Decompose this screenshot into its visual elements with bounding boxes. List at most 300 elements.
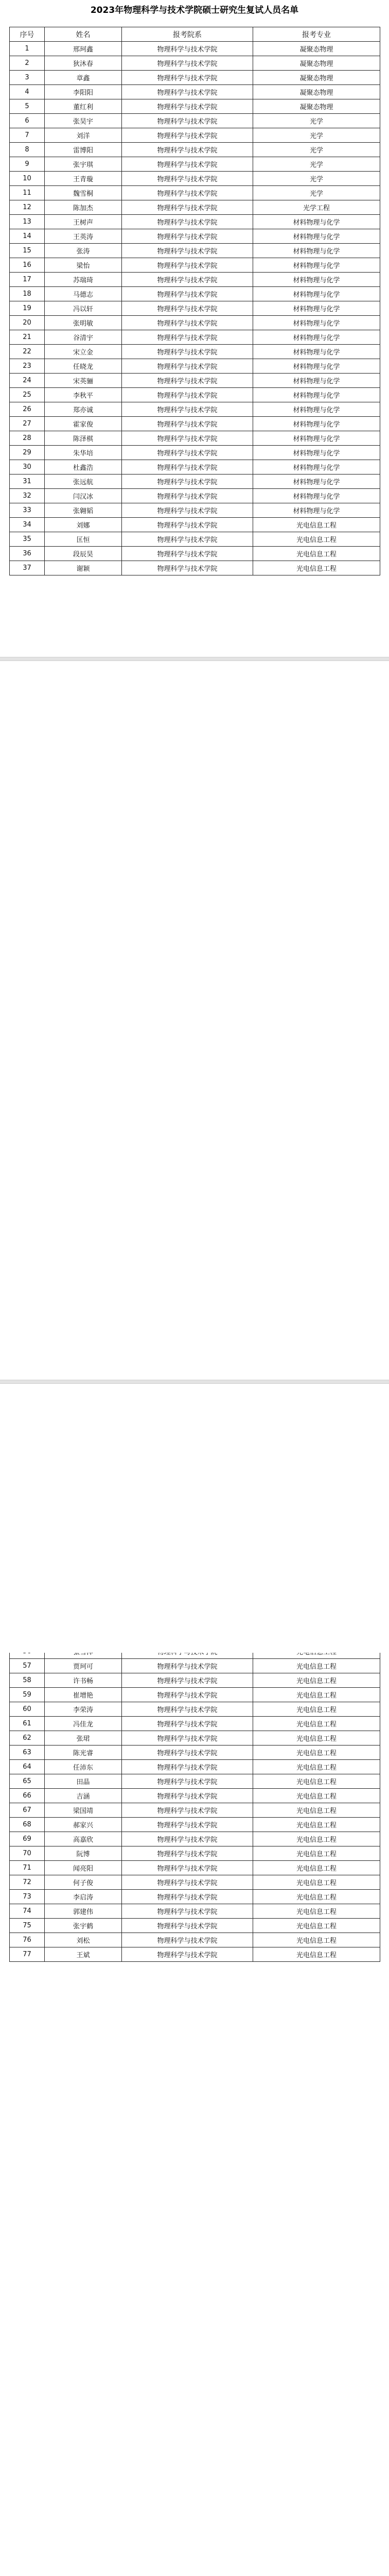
cell-major: 材料物理与化学	[253, 359, 380, 374]
cell-name: 吉涵	[45, 1789, 122, 1803]
cell-major: 光学	[253, 186, 380, 200]
cell-name: 李启涛	[45, 1890, 122, 1904]
cell-department: 物理科学与技术学院	[122, 1702, 253, 1717]
cell-name: 马德志	[45, 287, 122, 301]
cell-major: 材料物理与化学	[253, 489, 380, 503]
table-row	[10, 1919, 380, 1933]
cell-name: 郑亦诚	[45, 402, 122, 417]
cell-serial-number: 25	[10, 388, 45, 402]
cell-name: 李阳阳	[45, 85, 122, 99]
cell-serial-number: 67	[10, 1803, 45, 1818]
cell-name: 张涛	[45, 244, 122, 258]
cell-name: 崔增艳	[45, 1688, 122, 1702]
cell-serial-number: 9	[10, 157, 45, 172]
cell-name: 王青璇	[45, 172, 122, 186]
cell-department: 物理科学与技术学院	[122, 1688, 253, 1702]
cell-department: 物理科学与技术学院	[122, 547, 253, 561]
cell-department: 物理科学与技术学院	[122, 330, 253, 345]
table-row	[10, 143, 380, 157]
cell-name: 高嘉欣	[45, 1832, 122, 1846]
cell-department: 物理科学与技术学院	[122, 460, 253, 474]
cell-major: 光电信息工程	[253, 1774, 380, 1789]
cell-major: 材料物理与化学	[253, 287, 380, 301]
cell-major: 光电信息工程	[253, 1904, 380, 1919]
cell-serial-number: 32	[10, 489, 45, 503]
table-row	[10, 200, 380, 215]
cell-major: 材料物理与化学	[253, 503, 380, 518]
table-row	[10, 244, 380, 258]
cell-major: 光电信息工程	[253, 1688, 380, 1702]
cell-major: 凝聚态物理	[253, 56, 380, 71]
cell-major: 材料物理与化学	[253, 460, 380, 474]
cell-major: 材料物理与化学	[253, 431, 380, 446]
cell-serial-number: 36	[10, 547, 45, 561]
cell-department: 物理科学与技术学院	[122, 474, 253, 489]
table-row	[10, 1731, 380, 1745]
cell-serial-number: 21	[10, 330, 45, 345]
cell-serial-number: 29	[10, 446, 45, 460]
cell-serial-number: 63	[10, 1745, 45, 1760]
cell-serial-number: 10	[10, 172, 45, 186]
cell-serial-number: 73	[10, 1890, 45, 1904]
cell-major: 光学	[253, 128, 380, 143]
cell-serial-number: 5	[10, 99, 45, 114]
table-row	[10, 258, 380, 273]
cell-department: 物理科学与技术学院	[122, 431, 253, 446]
table-row	[10, 503, 380, 518]
document-page-1	[0, 0, 389, 657]
cell-serial-number: 22	[10, 345, 45, 359]
cell-department: 物理科学与技术学院	[122, 388, 253, 402]
table-row	[10, 114, 380, 128]
cell-department: 物理科学与技术学院	[122, 1803, 253, 1818]
cell-name: 张宇琪	[45, 157, 122, 172]
cell-name: 张远航	[45, 474, 122, 489]
cell-name: 张昊宇	[45, 114, 122, 128]
table-row	[10, 128, 380, 143]
cell-name: 冯以轩	[45, 301, 122, 316]
cell-name: 闻亮阳	[45, 1861, 122, 1875]
cell-major: 光电信息工程	[253, 1760, 380, 1774]
cell-serial-number: 6	[10, 114, 45, 128]
table-row	[10, 1745, 380, 1760]
cell-department: 物理科学与技术学院	[122, 316, 253, 330]
table-row	[10, 1861, 380, 1875]
cell-major: 光电信息工程	[253, 561, 380, 575]
cell-major: 光学	[253, 143, 380, 157]
cell-serial-number: 31	[10, 474, 45, 489]
cell-name: 冯佳龙	[45, 1717, 122, 1731]
cell-major: 光电信息工程	[253, 1789, 380, 1803]
cell-name: 闫汉冰	[45, 489, 122, 503]
cell-name: 任沛东	[45, 1760, 122, 1774]
cell-major: 材料物理与化学	[253, 316, 380, 330]
cell-name: 李秋平	[45, 388, 122, 402]
cell-major: 材料物理与化学	[253, 215, 380, 229]
cell-serial-number: 58	[10, 1673, 45, 1688]
table-row	[10, 99, 380, 114]
cell-serial-number: 70	[10, 1846, 45, 1861]
cell-serial-number: 27	[10, 417, 45, 431]
cell-department: 物理科学与技术学院	[122, 172, 253, 186]
cell-department: 物理科学与技术学院	[122, 143, 253, 157]
cell-serial-number: 61	[10, 1717, 45, 1731]
cell-department: 物理科学与技术学院	[122, 1875, 253, 1890]
table-row	[10, 1717, 380, 1731]
cell-serial-number: 11	[10, 186, 45, 200]
cell-department: 物理科学与技术学院	[122, 518, 253, 532]
cell-serial-number: 64	[10, 1760, 45, 1774]
table-row	[10, 547, 380, 561]
cell-major: 光电信息工程	[253, 1933, 380, 1947]
cell-name: 张翱韬	[45, 503, 122, 518]
cell-department: 物理科学与技术学院	[122, 186, 253, 200]
cell-major: 光电信息工程	[253, 1717, 380, 1731]
cell-name: 李荣涛	[45, 1702, 122, 1717]
cell-serial-number: 18	[10, 287, 45, 301]
cell-major: 凝聚态物理	[253, 99, 380, 114]
table-row	[10, 172, 380, 186]
page-separator	[0, 1380, 389, 1384]
cell-major: 材料物理与化学	[253, 417, 380, 431]
cell-serial-number: 23	[10, 359, 45, 374]
cell-department: 物理科学与技术学院	[122, 1818, 253, 1832]
cell-name: 许书畅	[45, 1673, 122, 1688]
cell-major: 光电信息工程	[253, 1919, 380, 1933]
cell-department: 物理科学与技术学院	[122, 1789, 253, 1803]
cell-department: 物理科学与技术学院	[122, 345, 253, 359]
cell-major: 凝聚态物理	[253, 42, 380, 56]
cell-name: 王树声	[45, 215, 122, 229]
cell-serial-number: 1	[10, 42, 45, 56]
cell-name: 魏雪桐	[45, 186, 122, 200]
cell-department: 物理科学与技术学院	[122, 1919, 253, 1933]
cell-serial-number: 7	[10, 128, 45, 143]
table-row	[10, 215, 380, 229]
cell-name: 谢颖	[45, 561, 122, 575]
cell-department: 物理科学与技术学院	[122, 1890, 253, 1904]
cell-department: 物理科学与技术学院	[122, 244, 253, 258]
table-row	[10, 1846, 380, 1861]
header-name: 姓名	[45, 27, 122, 42]
cell-department: 物理科学与技术学院	[122, 200, 253, 215]
cell-serial-number: 34	[10, 518, 45, 532]
table-row	[10, 157, 380, 172]
table-row	[10, 1659, 380, 1673]
cell-serial-number: 2	[10, 56, 45, 71]
table-row	[10, 71, 380, 85]
document-page-2	[0, 661, 389, 1959]
table-row	[10, 186, 380, 200]
table-row	[10, 1803, 380, 1818]
cell-name: 张明敏	[45, 316, 122, 330]
cell-major: 光电信息工程	[253, 1673, 380, 1688]
cell-major: 材料物理与化学	[253, 258, 380, 273]
cell-name: 任晓龙	[45, 359, 122, 374]
table-header-row	[10, 27, 380, 42]
cell-name: 宋英骊	[45, 374, 122, 388]
cell-serial-number: 66	[10, 1789, 45, 1803]
cell-name: 贾珂可	[45, 1659, 122, 1673]
cell-serial-number: 69	[10, 1832, 45, 1846]
cell-serial-number: 24	[10, 374, 45, 388]
cell-serial-number: 15	[10, 244, 45, 258]
table-row	[10, 1832, 380, 1846]
cell-name: 何子俊	[45, 1875, 122, 1890]
cell-department: 物理科学与技术学院	[122, 128, 253, 143]
cell-serial-number: 57	[10, 1659, 45, 1673]
cell-department: 物理科学与技术学院	[122, 114, 253, 128]
cell-department: 物理科学与技术学院	[122, 1731, 253, 1745]
cell-name: 刘洋	[45, 128, 122, 143]
cell-serial-number: 71	[10, 1861, 45, 1875]
cell-department: 物理科学与技术学院	[122, 402, 253, 417]
table-row	[10, 532, 380, 547]
cell-department: 物理科学与技术学院	[122, 1659, 253, 1673]
cell-major: 光电信息工程	[253, 1818, 380, 1832]
cell-serial-number: 14	[10, 229, 45, 244]
cell-department: 物理科学与技术学院	[122, 489, 253, 503]
header-serial-number: 序号	[10, 27, 45, 42]
table-row	[10, 316, 380, 330]
table-row	[10, 1673, 380, 1688]
cell-name: 章鑫	[45, 71, 122, 85]
cell-name: 邢珂鑫	[45, 42, 122, 56]
cell-department: 物理科学与技术学院	[122, 258, 253, 273]
cell-department: 物理科学与技术学院	[122, 1673, 253, 1688]
cell-major: 光电信息工程	[253, 1846, 380, 1861]
cell-major: 材料物理与化学	[253, 388, 380, 402]
cell-department: 物理科学与技术学院	[122, 85, 253, 99]
cell-department: 物理科学与技术学院	[122, 1832, 253, 1846]
table-row	[10, 417, 380, 431]
cell-major: 光电信息工程	[253, 518, 380, 532]
cell-serial-number: 72	[10, 1875, 45, 1890]
cell-department: 物理科学与技术学院	[122, 157, 253, 172]
cell-name: 刘松	[45, 1933, 122, 1947]
table-row	[10, 359, 380, 374]
cell-department: 物理科学与技术学院	[122, 99, 253, 114]
table-row	[10, 474, 380, 489]
table-row	[10, 56, 380, 71]
cell-major: 光电信息工程	[253, 532, 380, 547]
table-row	[10, 1774, 380, 1789]
cell-major: 光学	[253, 172, 380, 186]
cell-serial-number: 30	[10, 460, 45, 474]
cell-major: 材料物理与化学	[253, 330, 380, 345]
cell-name: 郝家兴	[45, 1818, 122, 1832]
table-row	[10, 287, 380, 301]
cell-name: 张珺	[45, 1731, 122, 1745]
cell-department: 物理科学与技术学院	[122, 1760, 253, 1774]
cell-name: 张宇鹤	[45, 1919, 122, 1933]
cell-name: 陈泽棋	[45, 431, 122, 446]
cell-major: 光学工程	[253, 200, 380, 215]
cell-department: 物理科学与技术学院	[122, 1904, 253, 1919]
cell-department: 物理科学与技术学院	[122, 273, 253, 287]
cell-name: 匡恒	[45, 532, 122, 547]
cell-serial-number: 26	[10, 402, 45, 417]
cell-name: 陈光睿	[45, 1745, 122, 1760]
cell-major: 光电信息工程	[253, 547, 380, 561]
cell-major: 材料物理与化学	[253, 345, 380, 359]
table-row	[10, 1702, 380, 1717]
cell-name: 雷博阳	[45, 143, 122, 157]
table-row	[10, 1933, 380, 1947]
cell-name: 谷清宇	[45, 330, 122, 345]
cell-department: 物理科学与技术学院	[122, 359, 253, 374]
table-row	[10, 229, 380, 244]
cell-name: 董红利	[45, 99, 122, 114]
cell-major: 光学	[253, 157, 380, 172]
cell-major: 光电信息工程	[253, 1731, 380, 1745]
cell-department: 物理科学与技术学院	[122, 287, 253, 301]
cell-major: 材料物理与化学	[253, 244, 380, 258]
table-row	[10, 446, 380, 460]
table-row	[10, 561, 380, 575]
table-row	[10, 374, 380, 388]
table-row	[10, 1875, 380, 1890]
cell-serial-number: 65	[10, 1774, 45, 1789]
cell-name: 刘娜	[45, 518, 122, 532]
table-row	[10, 1947, 380, 1962]
cell-major: 光电信息工程	[253, 1890, 380, 1904]
table-row	[10, 1890, 380, 1904]
cell-serial-number: 12	[10, 200, 45, 215]
cell-serial-number: 19	[10, 301, 45, 316]
cell-serial-number: 35	[10, 532, 45, 547]
cell-department: 物理科学与技术学院	[122, 42, 253, 56]
table-row	[10, 273, 380, 287]
cell-serial-number: 75	[10, 1919, 45, 1933]
cell-serial-number: 3	[10, 71, 45, 85]
cell-major: 凝聚态物理	[253, 71, 380, 85]
cell-serial-number: 13	[10, 215, 45, 229]
table-row	[10, 301, 380, 316]
cell-serial-number: 8	[10, 143, 45, 157]
table-row	[10, 388, 380, 402]
cell-name: 王英涛	[45, 229, 122, 244]
cell-major: 光电信息工程	[253, 1803, 380, 1818]
cell-department: 物理科学与技术学院	[122, 71, 253, 85]
table-row	[10, 85, 380, 99]
cell-serial-number: 20	[10, 316, 45, 330]
cell-serial-number: 76	[10, 1933, 45, 1947]
cell-department: 物理科学与技术学院	[122, 1861, 253, 1875]
page-title: 2023年物理科学与技术学院硕士研究生复试人员名单	[90, 5, 299, 15]
cell-major: 光电信息工程	[253, 1947, 380, 1962]
cell-major: 光电信息工程	[253, 1702, 380, 1717]
table-row	[10, 42, 380, 56]
cell-department: 物理科学与技术学院	[122, 532, 253, 547]
cell-name: 段辰昊	[45, 547, 122, 561]
cell-name: 王斌	[45, 1947, 122, 1962]
cell-department: 物理科学与技术学院	[122, 215, 253, 229]
cell-department: 物理科学与技术学院	[122, 1846, 253, 1861]
cell-serial-number: 37	[10, 561, 45, 575]
table-row	[10, 1789, 380, 1803]
cell-major: 材料物理与化学	[253, 446, 380, 460]
cell-serial-number: 59	[10, 1688, 45, 1702]
roster-table	[9, 27, 380, 575]
table-row	[10, 518, 380, 532]
cell-department: 物理科学与技术学院	[122, 301, 253, 316]
cell-department: 物理科学与技术学院	[122, 1717, 253, 1731]
cell-name: 宋立金	[45, 345, 122, 359]
table-row	[10, 402, 380, 417]
cell-serial-number: 77	[10, 1947, 45, 1962]
cell-name: 田晶	[45, 1774, 122, 1789]
cell-department: 物理科学与技术学院	[122, 56, 253, 71]
table-row	[10, 460, 380, 474]
cell-name: 朱华培	[45, 446, 122, 460]
table-row	[10, 489, 380, 503]
cell-major: 材料物理与化学	[253, 374, 380, 388]
cell-name: 陈加杰	[45, 200, 122, 215]
header-department: 报考院系	[122, 27, 253, 42]
table-row	[10, 330, 380, 345]
cell-serial-number: 68	[10, 1818, 45, 1832]
cell-major: 凝聚态物理	[253, 85, 380, 99]
cell-name: 霍家俊	[45, 417, 122, 431]
cell-department: 物理科学与技术学院	[122, 417, 253, 431]
table-row	[10, 1904, 380, 1919]
cell-major: 光电信息工程	[253, 1659, 380, 1673]
cell-department: 物理科学与技术学院	[122, 1774, 253, 1789]
cell-major: 光电信息工程	[253, 1832, 380, 1846]
table-row	[10, 1760, 380, 1774]
header-major: 报考专业	[253, 27, 380, 42]
cell-serial-number: 74	[10, 1904, 45, 1919]
cell-department: 物理科学与技术学院	[122, 1947, 253, 1962]
cell-name: 梁国靖	[45, 1803, 122, 1818]
cell-name: 狄沐春	[45, 56, 122, 71]
cell-name: 苏瑞琦	[45, 273, 122, 287]
cell-serial-number: 4	[10, 85, 45, 99]
cell-department: 物理科学与技术学院	[122, 1745, 253, 1760]
cell-major: 光电信息工程	[253, 1875, 380, 1890]
cell-department: 物理科学与技术学院	[122, 229, 253, 244]
cell-major: 材料物理与化学	[253, 474, 380, 489]
cell-name: 梁怡	[45, 258, 122, 273]
cell-name: 杜鑫浩	[45, 460, 122, 474]
cell-serial-number: 17	[10, 273, 45, 287]
cell-major: 材料物理与化学	[253, 273, 380, 287]
cell-name: 郭建伟	[45, 1904, 122, 1919]
cell-department: 物理科学与技术学院	[122, 561, 253, 575]
cell-department: 物理科学与技术学院	[122, 1933, 253, 1947]
cell-major: 光电信息工程	[253, 1745, 380, 1760]
cell-serial-number: 33	[10, 503, 45, 518]
cell-major: 材料物理与化学	[253, 301, 380, 316]
cell-major: 材料物理与化学	[253, 229, 380, 244]
cell-major: 光学	[253, 114, 380, 128]
cell-department: 物理科学与技术学院	[122, 503, 253, 518]
cell-name: 阮博	[45, 1846, 122, 1861]
table-row	[10, 1818, 380, 1832]
cell-major: 光电信息工程	[253, 1861, 380, 1875]
page-separator	[0, 657, 389, 661]
cell-serial-number: 16	[10, 258, 45, 273]
cell-department: 物理科学与技术学院	[122, 446, 253, 460]
document-page-3	[0, 1384, 389, 1653]
table-row	[10, 1688, 380, 1702]
cell-serial-number: 60	[10, 1702, 45, 1717]
cell-major: 材料物理与化学	[253, 402, 380, 417]
table-row	[10, 345, 380, 359]
cell-serial-number: 62	[10, 1731, 45, 1745]
table-row	[10, 431, 380, 446]
